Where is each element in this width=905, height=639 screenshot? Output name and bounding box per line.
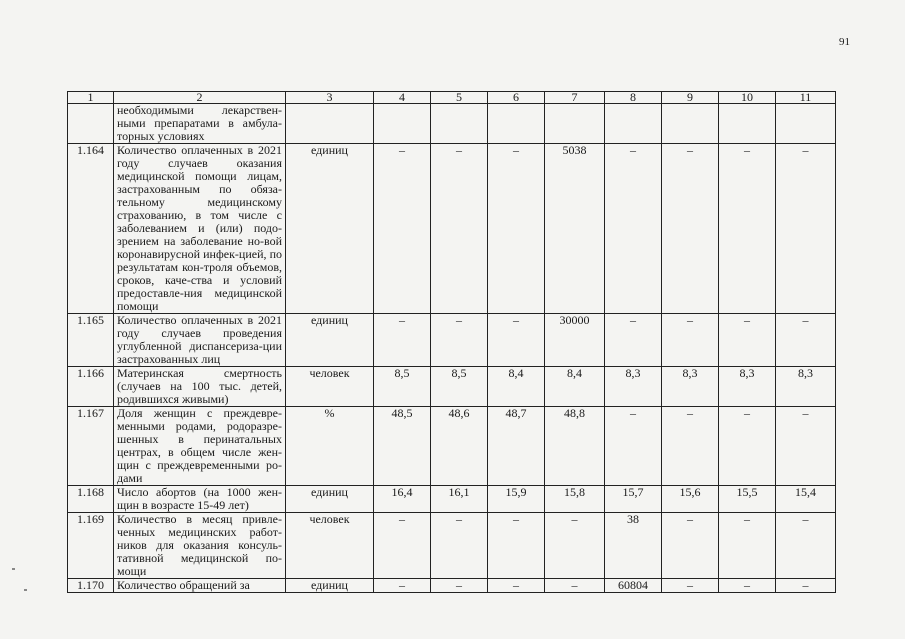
value-cell-col-4	[374, 104, 431, 144]
column-header-3: 3	[286, 92, 374, 104]
row-number: 1.165	[68, 314, 114, 367]
value-cell-col-10: 15,5	[719, 486, 776, 513]
value-cell-col-10: –	[719, 144, 776, 314]
header-row	[68, 92, 836, 104]
value-cell-col-11: –	[776, 579, 836, 593]
indicator-name: Количество в месяц привле-ченных медицинских работ-ников для оказания консуль-тативной медицинской по-мощи	[114, 513, 286, 579]
unit-cell: единиц	[286, 579, 374, 593]
table-row	[68, 579, 836, 593]
unit-cell	[286, 104, 374, 144]
value-cell-col-9	[662, 104, 719, 144]
value-cell-col-6: 48,7	[488, 407, 545, 486]
unit-cell: человек	[286, 513, 374, 579]
row-number: 1.166	[68, 367, 114, 407]
value-cell-col-4: –	[374, 314, 431, 367]
column-header-11: 11	[776, 92, 836, 104]
column-header-9: 9	[662, 92, 719, 104]
table-row	[68, 486, 836, 513]
value-cell-col-6: 8,4	[488, 367, 545, 407]
value-cell-col-5: –	[431, 579, 488, 593]
row-number: 1.169	[68, 513, 114, 579]
value-cell-col-7: 30000	[545, 314, 605, 367]
value-cell-col-9: –	[662, 314, 719, 367]
unit-cell: единиц	[286, 486, 374, 513]
value-cell-col-10	[719, 104, 776, 144]
value-cell-col-9: –	[662, 407, 719, 486]
table-row	[68, 104, 836, 144]
unit-cell: единиц	[286, 314, 374, 367]
value-cell-col-8: –	[605, 407, 662, 486]
value-cell-col-4: 48,5	[374, 407, 431, 486]
value-cell-col-10: –	[719, 579, 776, 593]
indicator-name: Число абортов (на 1000 жен-щин в возрасте 15-49 лет)	[114, 486, 286, 513]
column-header-1: 1	[68, 92, 114, 104]
value-cell-col-4: –	[374, 144, 431, 314]
column-header-5: 5	[431, 92, 488, 104]
row-number: 1.170	[68, 579, 114, 593]
value-cell-col-7: –	[545, 513, 605, 579]
value-cell-col-4: –	[374, 579, 431, 593]
indicators-table	[67, 91, 836, 593]
value-cell-col-8	[605, 104, 662, 144]
table-row	[68, 513, 836, 579]
value-cell-col-8: 8,3	[605, 367, 662, 407]
value-cell-col-4: 8,5	[374, 367, 431, 407]
value-cell-col-6: 15,9	[488, 486, 545, 513]
value-cell-col-5: –	[431, 314, 488, 367]
value-cell-col-4: –	[374, 513, 431, 579]
unit-cell: %	[286, 407, 374, 486]
value-cell-col-11: –	[776, 144, 836, 314]
column-header-7: 7	[545, 92, 605, 104]
value-cell-col-8: –	[605, 144, 662, 314]
value-cell-col-8: 15,7	[605, 486, 662, 513]
value-cell-col-11: –	[776, 407, 836, 486]
value-cell-col-6: –	[488, 314, 545, 367]
indicator-name: Доля женщин с преждевре-менными родами, родоразре-шенных в перинатальных центрах, в общем числе жен-щин с преждевременными ро-дами	[114, 407, 286, 486]
value-cell-col-5: 48,6	[431, 407, 488, 486]
table-row	[68, 367, 836, 407]
row-number	[68, 104, 114, 144]
table-row	[68, 314, 836, 367]
value-cell-col-5: –	[431, 513, 488, 579]
value-cell-col-6: –	[488, 579, 545, 593]
value-cell-col-9: 15,6	[662, 486, 719, 513]
value-cell-col-6: –	[488, 144, 545, 314]
unit-cell: единиц	[286, 144, 374, 314]
value-cell-col-9: –	[662, 579, 719, 593]
value-cell-col-9: –	[662, 144, 719, 314]
unit-cell: человек	[286, 367, 374, 407]
value-cell-col-5: 8,5	[431, 367, 488, 407]
column-header-4: 4	[374, 92, 431, 104]
page-number: 91	[839, 36, 850, 48]
value-cell-col-7	[545, 104, 605, 144]
column-header-8: 8	[605, 92, 662, 104]
table-row	[68, 144, 836, 314]
indicator-name: Количество оплаченных в 2021 году случаев оказания медицинской помощи лицам, застрахованным по обяза-тельному медицинскому страхованию, в том числе с заболеванием и (или) подо-зрением на заболевание но-вой коронавирусной инфек-цией, по результатам кон-троля объемов, сроков, каче-ства и условий предоставле-ния медицинской помощи	[114, 144, 286, 314]
value-cell-col-5: –	[431, 144, 488, 314]
scan-speck	[24, 589, 27, 591]
value-cell-col-10: –	[719, 314, 776, 367]
value-cell-col-7: 15,8	[545, 486, 605, 513]
value-cell-col-6	[488, 104, 545, 144]
value-cell-col-8: 38	[605, 513, 662, 579]
value-cell-col-10: –	[719, 407, 776, 486]
value-cell-col-11: 15,4	[776, 486, 836, 513]
value-cell-col-4: 16,4	[374, 486, 431, 513]
value-cell-col-10: 8,3	[719, 367, 776, 407]
column-header-10: 10	[719, 92, 776, 104]
value-cell-col-8: 60804	[605, 579, 662, 593]
value-cell-col-10: –	[719, 513, 776, 579]
value-cell-col-5: 16,1	[431, 486, 488, 513]
value-cell-col-9: 8,3	[662, 367, 719, 407]
value-cell-col-7: 8,4	[545, 367, 605, 407]
row-number: 1.164	[68, 144, 114, 314]
row-number: 1.167	[68, 407, 114, 486]
indicator-name: необходимыми лекарствен-ными препаратами в амбула-торных условиях	[114, 104, 286, 144]
value-cell-col-7: 5038	[545, 144, 605, 314]
value-cell-col-11: –	[776, 314, 836, 367]
value-cell-col-7: 48,8	[545, 407, 605, 486]
row-number: 1.168	[68, 486, 114, 513]
table-body	[68, 104, 836, 593]
value-cell-col-7: –	[545, 579, 605, 593]
value-cell-col-9: –	[662, 513, 719, 579]
value-cell-col-11: –	[776, 513, 836, 579]
value-cell-col-8: –	[605, 314, 662, 367]
table-row	[68, 407, 836, 486]
value-cell-col-11: 8,3	[776, 367, 836, 407]
column-header-6: 6	[488, 92, 545, 104]
indicator-name: Количество оплаченных в 2021 году случаев проведения углубленной диспансериза-ции застрахованных лиц	[114, 314, 286, 367]
indicator-name: Количество обращений за	[114, 579, 286, 593]
indicator-name: Материнская смертность (случаев на 100 тыс. детей, родившихся живыми)	[114, 367, 286, 407]
column-header-2: 2	[114, 92, 286, 104]
scan-speck	[12, 568, 15, 570]
value-cell-col-6: –	[488, 513, 545, 579]
value-cell-col-5	[431, 104, 488, 144]
value-cell-col-11	[776, 104, 836, 144]
